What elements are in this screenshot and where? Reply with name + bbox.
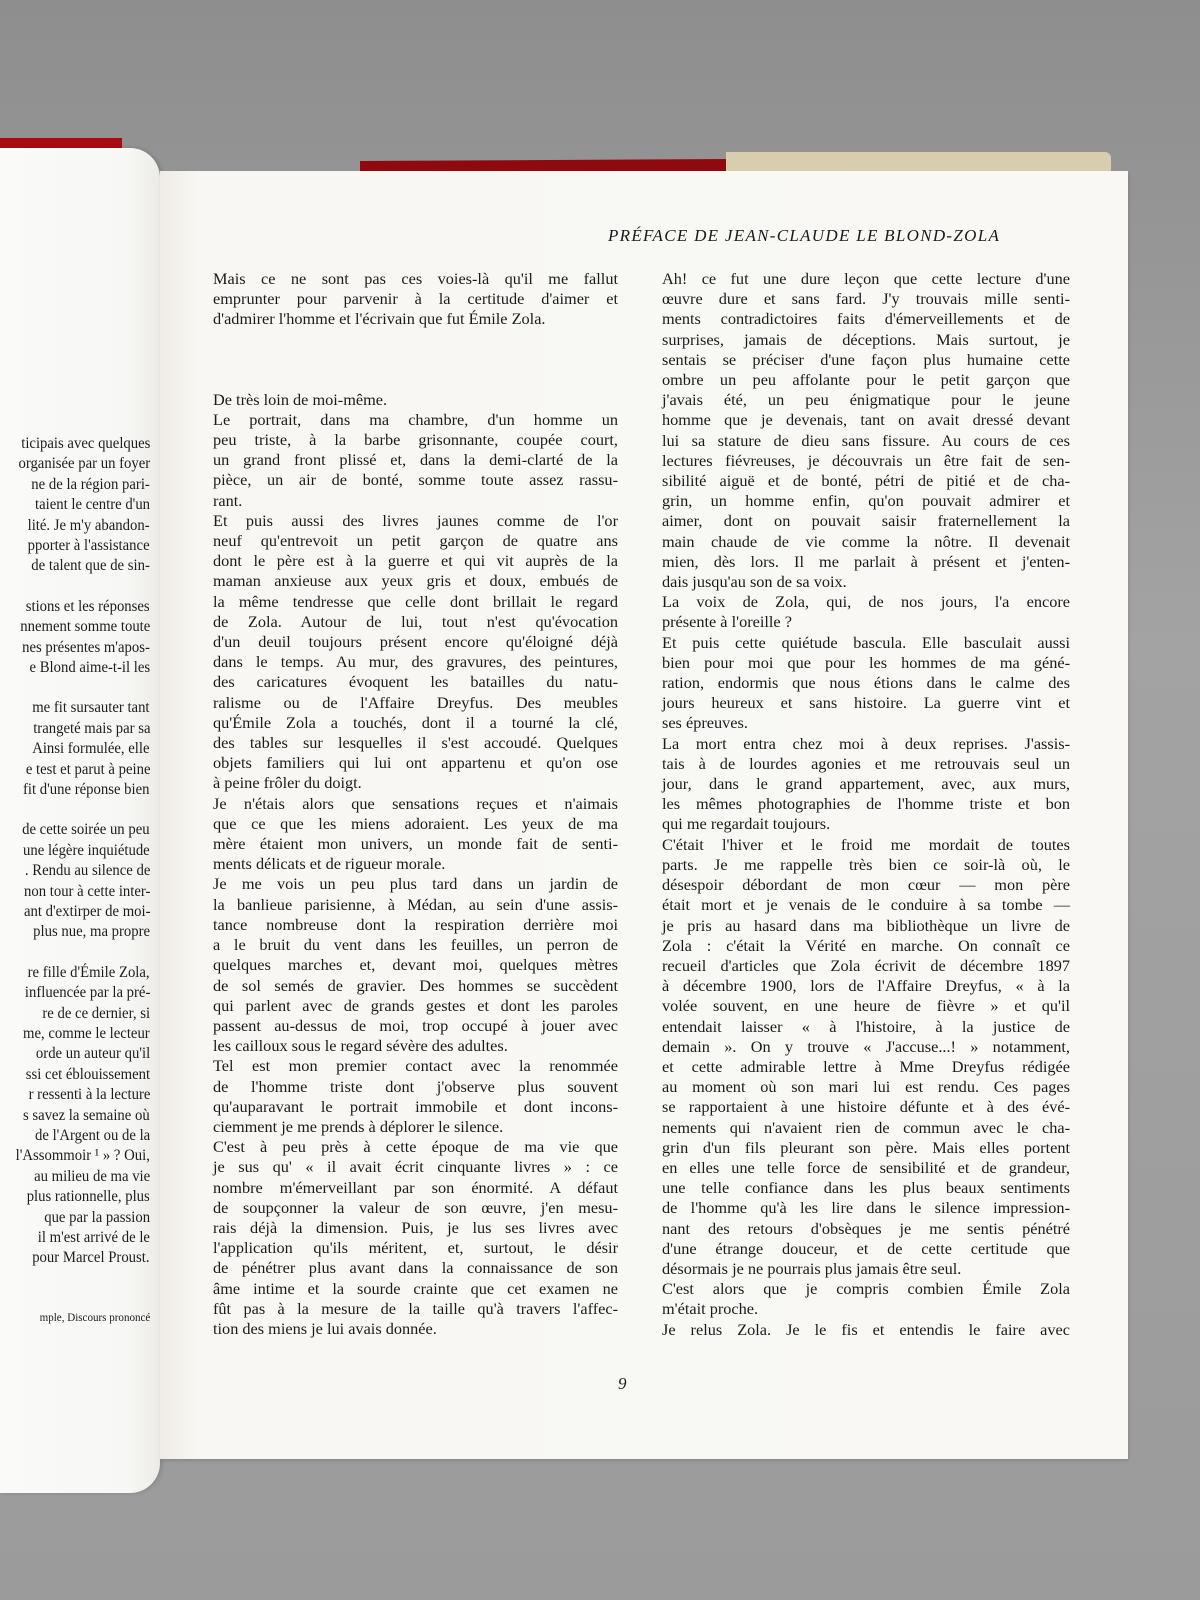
text-line: en elles une telle force de sensibilité et de grandeur, (662, 1157, 1070, 1177)
text-line: fût pas à la mesure de la taille qu'à travers l'affec- (213, 1298, 618, 1318)
left-page-text-fragment: taient le centre d'un (34, 496, 150, 514)
text-line: demain ». On y trouve « J'accuse...! » notamment, (662, 1036, 1070, 1056)
text-line: ralisme ou de l'Affaire Dreyfus. Des meubles (213, 692, 618, 712)
paragraph (193, 874, 618, 1056)
text-line: recueil d'articles que Zola écrivit de décembre 1897 (662, 955, 1070, 975)
paragraph (193, 511, 618, 794)
text-line: Le portrait, dans ma chambre, d'un homme un (213, 409, 618, 429)
paragraph (193, 1137, 618, 1339)
text-column-left (193, 269, 618, 1339)
text-line: grin, un homme enfin, qu'on pouvait admirer et (662, 491, 1070, 511)
left-page-text-fragment: non tour à cette inter- (23, 882, 150, 900)
text-line: âme intime et la sourde crainte que cet examen ne (213, 1278, 618, 1298)
text-line: quelques marches et, devant moi, quelques mètres (213, 955, 618, 975)
paragraph (642, 633, 1070, 734)
left-page-text-fragment: l'Assommoir ¹ » ? Oui, (15, 1147, 150, 1165)
text-line: De très loin de moi-même. (213, 389, 388, 409)
paragraph (193, 269, 618, 330)
text-line: parts. Je me rappelle très bien ce soir-là où, le (662, 854, 1070, 874)
text-line: de l'homme qu'à les lire dans le silence impression- (662, 1198, 1070, 1218)
left-page-text-fragment: il m'est arrivé de le (37, 1229, 150, 1246)
text-line: ciemment je me prends à déplorer le silence. (213, 1116, 504, 1136)
paragraph (193, 1056, 618, 1137)
text-line: tion des miens je lui avais donnée. (213, 1318, 437, 1338)
text-line: de sol semés de gravier. Des hommes se succèdent (213, 975, 618, 995)
text-line: qu'Émile Zola a touchés, dont il a tourné la clé, (213, 712, 618, 732)
paragraph (642, 734, 1070, 835)
paragraph (642, 1320, 1070, 1340)
paragraph (642, 835, 1070, 1279)
text-line: C'est alors que je compris combien Émile Zola (662, 1279, 1070, 1299)
text-line: La voix de Zola, qui, de nos jours, l'a encore (662, 592, 1070, 612)
text-line: désormais je ne pourrais plus jamais être seul. (662, 1258, 962, 1278)
text-line: tais à de lourdes agonies et me retrouvais seul un (662, 753, 1070, 773)
left-page-text-fragment: une légère inquiétude (23, 841, 150, 859)
text-line: je sus qu' « il avait écrit cinquante livres » : ce (213, 1157, 618, 1177)
text-line: C'est à peu près à cette époque de ma vie que (213, 1137, 618, 1157)
text-line: Mais ce ne sont pas ces voies-là qu'il me fallut (213, 269, 618, 288)
paragraph (193, 794, 618, 875)
left-page-text-fragment: me fit sursauter tant (32, 699, 150, 717)
text-line: nant des retours d'obsèques je me sentis pénétré (662, 1218, 1070, 1238)
text-line: la banlieue parisienne, à Médan, au sein d'une assis- (213, 894, 618, 914)
text-line: sentais se préciser d'une façon plus humaine cette (662, 349, 1070, 369)
text-line: main chaude de vie comme la nôtre. Il devenait (662, 531, 1070, 551)
text-line: à peine frôler du doigt. (213, 773, 362, 793)
left-page-text-fragment: que par la passion (44, 1208, 150, 1226)
left-page-text-fragment: re fille d'Émile Zola, (27, 963, 150, 981)
text-line: volée souvent, en une heure de fièvre » et qu'il (662, 996, 1070, 1016)
text-line: qu'auparavant le portrait immobile et dont incons- (213, 1096, 618, 1116)
text-line: Je relus Zola. Je le fis et entendis le faire avec (662, 1319, 1070, 1339)
text-line: neuf qu'entrevoit un petit garçon de quatre ans (213, 531, 618, 551)
text-line: d'une étrange douceur, et de cette certitude que (662, 1238, 1070, 1258)
text-line: C'était l'hiver et le froid me mordait de toutes (662, 834, 1070, 854)
text-line: maman anxieuse aux yeux gris et doux, embués de (213, 571, 618, 591)
left-page-text-fragment: . Rendu au silence de (24, 862, 150, 880)
text-line: homme que je devenais, tant on avait dressé devant (662, 410, 1070, 430)
text-line: jours heureux et sans histoire. La guerre vint et (662, 693, 1070, 713)
left-page-text-fragment: au milieu de ma vie (33, 1167, 150, 1185)
text-line: d'admirer l'homme et l'écrivain que fut Émile Zola. (213, 309, 546, 329)
text-line: ments contradictoires faits d'émerveillements et de (662, 309, 1070, 329)
text-line: les cailloux sous le regard sévère des adultes. (213, 1036, 508, 1056)
text-line: des tables sur lesquelles il s'est accoudé. Quelques (213, 733, 618, 753)
text-line: de l'homme triste dont j'observe plus souvent (213, 1076, 618, 1096)
text-line: tance nombreuse dont la respiration derrière moi (213, 914, 618, 934)
text-line: mien, dès lors. Il me parlait à présent et j'enten- (662, 551, 1070, 571)
left-page-text-fragment: stions et les réponses (26, 597, 150, 615)
text-line: l'application qu'ils méritent, et, surtout, le désir (213, 1238, 618, 1258)
text-line: se rapportaient à une histoire défunte et à des évé- (662, 1097, 1070, 1117)
left-page-text-fragment: de talent que de sin- (31, 557, 150, 575)
left-page (0, 148, 160, 1493)
text-line: nombre m'émerveillant par son énormité. A défaut (213, 1177, 618, 1197)
left-page-text-fragment: plus rationnelle, plus (26, 1188, 150, 1206)
text-line: entendait laisser « à l'histoire, à la justice de (662, 1016, 1070, 1036)
text-line: nements qui n'avaient rien de commun avec le cha- (662, 1117, 1070, 1137)
text-line: des caricatures évoquent les batailles du natu- (213, 672, 618, 692)
left-page-text-fragment: ssi cet éblouissement (25, 1065, 150, 1083)
text-line: et cette admirable lettre à Mme Dreyfus rédigée (662, 1056, 1070, 1076)
text-line: Zola : c'était la Vérité en marche. On connaît ce (662, 935, 1070, 955)
text-line: Je me vois un peu plus tard dans un jardin de (213, 874, 618, 894)
left-page-text-fragment: lité. Je m'y abandon- (27, 516, 150, 534)
text-line: Tel est mon premier contact avec la renommée (213, 1056, 618, 1076)
paragraph (642, 1279, 1070, 1319)
text-line: désespoir débordant de mon cœur — mon père (662, 875, 1070, 895)
text-line: lui sa stature de dieu sans fissure. Au cours de ces (662, 430, 1070, 450)
text-line: emprunter pour parvenir à la certitude d'aimer et (213, 289, 618, 309)
left-page-text-fragment: organisée par un foyer (18, 455, 150, 473)
left-page-text-fragment: ne de la région pari- (31, 475, 150, 493)
text-line: bien pour moi que pour les hommes de ma géné- (662, 652, 1070, 672)
text-line: d'un deuil toujours présent encore qu'éloigné déjà (213, 632, 618, 652)
left-page-text-fragment: ant d'extirper de moi- (23, 903, 150, 920)
text-line: dais jusqu'au son de sa voix. (662, 572, 847, 592)
text-line: qui me regardait toujours. (662, 814, 831, 834)
running-head: PRÉFACE DE JEAN-CLAUDE LE BLOND-ZOLA (608, 226, 1001, 245)
text-line: sibilité aiguë et de bonté, pétri de pitié et de cha- (662, 471, 1070, 491)
left-page-text-fragment: re de ce dernier, si (42, 1004, 150, 1022)
text-line: œuvre dure et sans fard. J'y trouvais mille senti- (662, 289, 1070, 309)
text-line: un grand front plissé et, dans la demi-clarté de la (213, 450, 618, 470)
left-page-text-fragment: mple, Discours prononcé (39, 1309, 150, 1324)
left-page-text-fragment: Ainsi formulée, elle (32, 740, 150, 758)
text-line: lectures fiévreuses, je découvrais un être fait de sen- (662, 450, 1070, 470)
left-page-text-fragment: influencée par la pré- (24, 984, 150, 1002)
text-line: rais déjà la dimension. Puis, je lus ses livres avec (213, 1217, 618, 1237)
paragraph (193, 410, 618, 511)
text-line: présente à l'oreille ? (662, 612, 792, 632)
text-line: pièce, un air de bonté, somme toute assez rassu- (213, 470, 618, 490)
text-line: Et puis cette quiétude bascula. Elle basculait aussi (662, 632, 1070, 652)
left-page-text-fragment: pporter à l'assistance (27, 537, 150, 554)
text-line: Et puis aussi des livres jaunes comme de l'or (213, 510, 618, 530)
text-line: Ah! ce fut une dure leçon que cette lecture d'une (662, 269, 1070, 288)
left-page-text-fragment: de cette soirée un peu (22, 821, 150, 839)
text-line: dont le père est à la guerre et qui vit auprès de la (213, 551, 618, 571)
text-line: surprises, jamais de déceptions. Mais surtout, je (662, 329, 1070, 349)
text-line: Je n'étais alors que sensations reçues et n'aimais (213, 793, 618, 813)
left-page-text-fragment: de l'Argent ou de la (34, 1127, 150, 1144)
text-line: ments délicats et de rigueur morale. (213, 854, 446, 874)
paragraph (642, 592, 1070, 632)
left-page-text-fragment: e Blond aime-t-il les (29, 659, 150, 676)
text-line: à décembre 1900, lors de l'Affaire Dreyfus, « à la (662, 976, 1070, 996)
page-number: 9 (618, 1374, 627, 1393)
text-line: au moment où son mari lui est rendu. Ces pages (662, 1077, 1070, 1097)
text-line: je pris au hasard dans ma bibliothèque un livre de (662, 915, 1070, 935)
left-page-text-fragment: s savez la semaine où (23, 1106, 150, 1124)
text-line: m'était proche. (662, 1299, 759, 1319)
paragraph (193, 390, 618, 410)
left-page-text-fragment: r ressenti à la lecture (28, 1086, 150, 1104)
text-line: j'avais été, un peu énigmatique pour le jeune (662, 390, 1070, 410)
text-line: grin d'un fils pleurant son père. Mais elles portent (662, 1137, 1070, 1157)
text-line: rant. (213, 490, 243, 510)
text-line: La mort entra chez moi à deux reprises. J'assis- (662, 733, 1070, 753)
left-page-text-fragment: plus nue, ma propre (33, 923, 150, 941)
text-line: la même tendresse que celle dont brillait le regard (213, 591, 618, 611)
text-line: était mort et je venais de le conduire à sa tombe — (662, 895, 1070, 915)
text-line: dans le temps. Au mur, des gravures, des peintures, (213, 652, 618, 672)
text-line: ration, endormis que nous étions dans le calme des (662, 673, 1070, 693)
left-page-text-fragment: ticipais avec quelques (20, 435, 150, 452)
text-line: objets familiers qui lui ont appartenu et qu'on ose (213, 753, 618, 773)
left-page-text-fragment: nes présentes m'apos- (22, 638, 150, 656)
text-line: passent au-dessus de moi, trop occupé à jouer avec (213, 1015, 618, 1035)
left-page-text-fragment: trangeté mais par sa (32, 719, 150, 737)
text-line: qui parlent avec de grands gestes et dont les paroles (213, 995, 618, 1015)
text-line: les mêmes photographies de l'homme triste et bon (662, 794, 1070, 814)
text-line: ses épreuves. (662, 713, 748, 733)
text-line: que ce que les miens adoraient. Les yeux de ma (213, 813, 618, 833)
text-line: de pénétrer plus avant dans la connaissance de son (213, 1258, 618, 1278)
text-line: a le bruit du vent dans les feuilles, un perron de (213, 935, 618, 955)
left-page-text-fragment: pour Marcel Proust. (32, 1249, 150, 1267)
text-line: ombre un peu affolante pour le petit garçon que (662, 370, 1070, 390)
text-line: de Zola. Autour de lui, tout n'est qu'évocation (213, 611, 618, 631)
text-line: de soupçonner la valeur de son œuvre, j'en mesu- (213, 1197, 618, 1217)
text-line: peu triste, à la barbe grisonnante, coupée court, (213, 430, 618, 450)
text-line: une telle confiance dans les plus beaux sentiments (662, 1178, 1070, 1198)
left-page-text-fragment: orde un auteur qu'il (35, 1045, 150, 1063)
text-line: mère étaient mon univers, un monde fait de senti- (213, 834, 618, 854)
text-column-right (642, 269, 1070, 1340)
left-page-text-fragment: e test et parut à peine (25, 760, 150, 778)
left-page-text-fragment: nnement somme toute (19, 618, 150, 636)
text-line: aimer, dont on pouvait saisir fraternellement la (662, 511, 1070, 531)
left-page-text-fragment: fit d'une réponse bien (23, 781, 150, 798)
paragraph (642, 269, 1070, 592)
left-page-text-fragment: me, comme le lecteur (23, 1025, 150, 1042)
text-line: jour, dans le grand appartement, avec, aux murs, (662, 774, 1070, 794)
